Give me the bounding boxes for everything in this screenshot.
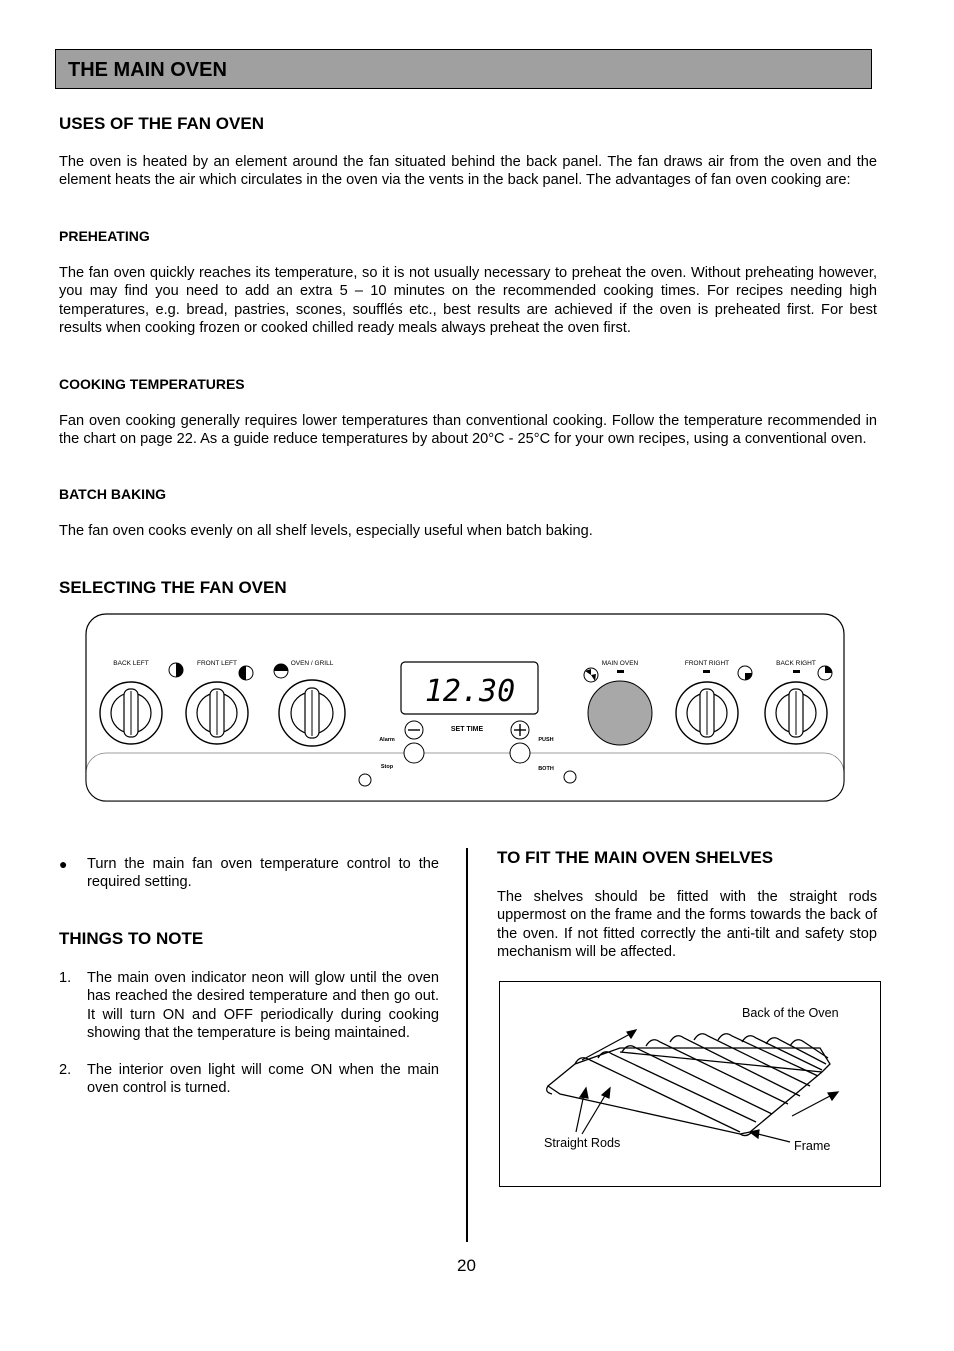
control-panel-diagram <box>84 613 846 805</box>
svg-text:Alarm: Alarm <box>379 737 395 743</box>
selecting-heading: SELECTING THE FAN OVEN <box>59 578 287 597</box>
shelves-heading: TO FIT THE MAIN OVEN SHELVES <box>497 848 774 867</box>
svg-text:MAIN OVEN: MAIN OVEN <box>601 660 639 667</box>
uses-heading: USES OF THE FAN OVEN <box>59 114 264 133</box>
frame-label: Frame <box>794 1139 831 1153</box>
column-divider <box>466 848 468 1242</box>
batch-heading: BATCH BAKING <box>59 486 167 502</box>
list-item: 2. The interior oven light will come ON when the main oven control is turned. <box>59 1061 439 1097</box>
shelf-diagram <box>499 981 881 1187</box>
svg-text:BACK LEFT: BACK LEFT <box>113 660 149 667</box>
uses-intro: The oven is heated by an element around the fan situated behind the back panel. The fan draws air from the oven and the element heats the air which circulates in the oven via the vents in the back panel. The advantages of fan oven cooking are: <box>59 154 877 189</box>
note-heading: THINGS TO NOTE <box>59 929 204 948</box>
temps-text: Fan oven cooking generally requires lower temperatures than conventional cooking. Follow the temperature recommended in the chart on page 22. As a guide reduce temperatures by about 20°C - 25°C for your own recipes, using a conventional oven. <box>59 413 877 448</box>
svg-text:FRONT LEFT: FRONT LEFT <box>197 660 237 667</box>
shelves-text: The shelves should be fitted with the straight rods uppermost on the frame and the forms towards the back of the oven. If not fitted correctly the anti-tilt and safety stop mechanism will be affected. <box>497 889 877 961</box>
list-item: 1. The main oven indicator neon will glow until the oven has reached the desired temperature and then go out. It will turn ON and OFF periodically during cooking showing that the temperature is being maintained. <box>59 970 439 1042</box>
svg-text:PUSH: PUSH <box>538 737 554 743</box>
page-number: 20 <box>457 1256 476 1275</box>
page-header <box>55 49 872 89</box>
svg-text:OVEN / GRILL: OVEN / GRILL <box>290 660 334 667</box>
page-title: THE MAIN OVEN <box>68 59 227 81</box>
preheating-text: The fan oven quickly reaches its temperature, so it is not usually necessary to preheat the oven. Without preheating however, you may find you need to add an extra 5 – 10 minutes on the recommended cooking times. For recipes needing high temperatures, e.g. bread, pastries, scones, soufflés etc., best results are achieved if the oven is preheated first. For best results when cooking frozen or cooked chilled ready meals always preheat the oven first. <box>59 265 877 337</box>
clock-display: 12.30 <box>424 674 516 709</box>
svg-text:BOTH: BOTH <box>538 766 554 772</box>
selection-bullet <box>59 855 439 892</box>
note-list <box>59 969 439 1115</box>
temps-heading: COOKING TEMPERATURES <box>59 376 245 392</box>
back-of-oven-label: Back of the Oven <box>742 1006 839 1020</box>
batch-text: The fan oven cooks evenly on all shelf levels, especially useful when batch baking. <box>59 523 593 539</box>
bullet-icon: ● <box>59 856 68 872</box>
svg-text:FRONT RIGHT: FRONT RIGHT <box>684 660 730 667</box>
straight-rods-label: Straight Rods <box>544 1136 621 1150</box>
svg-text:Stop: Stop <box>380 764 394 770</box>
preheating-heading: PREHEATING <box>59 228 150 244</box>
bullet-text: Turn the main fan oven temperature control to the required setting. <box>87 856 439 891</box>
svg-text:BACK RIGHT: BACK RIGHT <box>776 660 816 667</box>
svg-text:SET TIME: SET TIME <box>450 726 484 733</box>
